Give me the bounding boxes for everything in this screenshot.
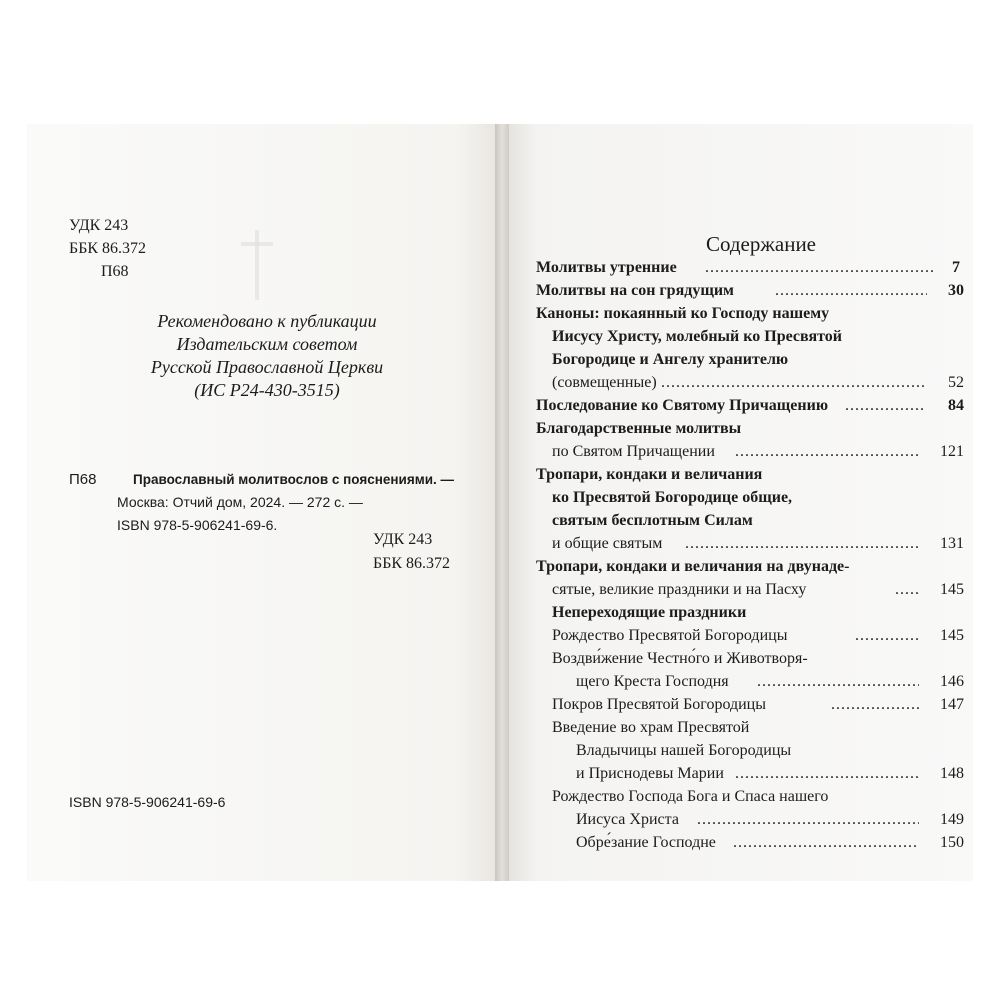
toc-row <box>509 693 973 716</box>
toc-entry-text: Обре́зание Господне <box>576 834 716 851</box>
toc-entry-text: по Святом Причащении <box>552 443 715 460</box>
show-through-cross <box>255 230 259 300</box>
toc-row <box>509 486 973 509</box>
toc-leader-dots <box>895 578 919 601</box>
toc-row <box>509 325 973 348</box>
toc-entry-text: Молитвы на сон грядущим <box>536 282 734 299</box>
toc-leader-dots <box>855 624 919 647</box>
recommendation-line: (ИС Р24-430-3515) <box>194 380 340 400</box>
toc-entry-text: Покров Пресвятой Богородицы <box>552 696 766 713</box>
toc-entry-text: Богородице и Ангелу хранителю <box>552 351 789 368</box>
bibliographic-title: Православный молитвослов с пояснениями. — <box>133 472 455 487</box>
toc-page-number: 121 <box>940 443 964 460</box>
toc-leader-dots <box>775 279 927 302</box>
author-mark-bib: П68 <box>69 471 97 488</box>
toc-row <box>509 440 973 463</box>
toc-row <box>509 578 973 601</box>
toc-row <box>509 463 973 486</box>
right-page <box>509 124 973 881</box>
toc-entry-text: Рождество Господа Бога и Спаса нашего <box>552 788 829 805</box>
toc-page-number: 84 <box>948 397 964 414</box>
open-book <box>27 124 973 881</box>
bbk-code-top: ББК 86.372 <box>69 240 147 257</box>
toc-entry-text: Воздви́жение Честно́го и Животворя- <box>552 650 808 667</box>
toc-entry-text: Рождество Пресвятой Богородицы <box>552 627 788 644</box>
toc-leader-dots <box>735 762 919 785</box>
toc-leader-dots <box>845 394 925 417</box>
book-gutter <box>495 124 509 881</box>
toc-entry-text: Каноны: покаянный ко Господу нашему <box>536 305 830 322</box>
toc-entry-text: Иисуса Христа <box>576 811 679 828</box>
toc-row <box>509 555 973 578</box>
toc-row <box>509 670 973 693</box>
toc-leader-dots <box>733 831 919 854</box>
toc-entry-text: Молитвы утренние <box>536 259 677 276</box>
toc-leader-dots <box>831 693 919 716</box>
toc-row <box>509 509 973 532</box>
toc-row <box>509 785 973 808</box>
toc-page-number: 148 <box>940 765 964 782</box>
toc-page-number: 131 <box>940 535 964 552</box>
toc-leader-dots <box>697 808 919 831</box>
toc-entry-text: ко Пресвятой Богородице общие, <box>552 489 793 506</box>
toc-page-number: 149 <box>940 811 964 828</box>
toc-entry-text: щего Креста Господня <box>576 673 729 690</box>
toc-entry-text: сятые, великие праздники и на Пасху <box>552 581 807 598</box>
toc-entry-text: Введение во храм Пресвятой <box>552 719 750 736</box>
bbk-code-bottom: ББК 86.372 <box>373 555 451 572</box>
toc-entry-text: Иисусу Христу, молебный ко Пресвятой <box>552 328 842 345</box>
toc-entry-text: и Приснодевы Марии <box>576 765 724 782</box>
author-mark-top: П68 <box>101 263 129 280</box>
toc-leader-dots <box>705 256 933 279</box>
toc-row <box>509 831 973 854</box>
toc-entry-text: святым бесплотным Силам <box>552 512 753 529</box>
toc-entry-text: Непереходящие праздники <box>552 604 747 621</box>
recommendation-line: Рекомендовано к публикации <box>157 311 377 331</box>
toc-row <box>509 601 973 624</box>
toc-entry-text: Тропари, кондаки и величания на двунаде- <box>536 558 850 575</box>
toc-row <box>509 808 973 831</box>
isbn-bottom: ISBN 978-5-906241-69-6 <box>69 794 226 810</box>
toc-row <box>509 647 973 670</box>
toc-row <box>509 739 973 762</box>
udk-code-bottom: УДК 243 <box>373 531 433 548</box>
toc-page-number: 147 <box>940 696 964 713</box>
toc-row <box>509 256 973 279</box>
toc-page-number: 150 <box>940 834 964 851</box>
toc-page-number: 7 <box>952 259 960 276</box>
toc-row <box>509 624 973 647</box>
toc-entry-text: Благодарственные молитвы <box>536 420 742 437</box>
udk-code-top: УДК 243 <box>69 217 129 234</box>
toc-entry-text: Тропари, кондаки и величания <box>536 466 763 483</box>
recommendation-line: Издательским советом <box>176 334 358 354</box>
toc-row <box>509 532 973 555</box>
toc-row <box>509 762 973 785</box>
bibliographic-isbn: ISBN 978-5-906241-69-6. <box>117 517 278 533</box>
toc-leader-dots <box>685 532 919 555</box>
toc-page-number: 145 <box>940 581 964 598</box>
toc-page-number: 30 <box>948 282 964 299</box>
toc-page-number: 52 <box>948 374 964 391</box>
bibliographic-imprint: Москва: Отчий дом, 2024. — 272 с. — <box>117 494 363 510</box>
toc-page-number: 145 <box>940 627 964 644</box>
toc-page-number: 146 <box>940 673 964 690</box>
toc-entry-text: и общие святым <box>552 535 663 552</box>
contents-title: Содержание <box>705 232 817 256</box>
toc-row <box>509 279 973 302</box>
toc-row <box>509 716 973 739</box>
toc-row <box>509 417 973 440</box>
toc-row <box>509 302 973 325</box>
toc-row <box>509 371 973 394</box>
recommendation-line: Русской Православной Церкви <box>150 357 384 377</box>
toc-row <box>509 348 973 371</box>
toc-entry-text: Последование ко Святому Причащению <box>536 397 829 414</box>
toc-leader-dots <box>735 440 919 463</box>
left-page <box>27 124 497 881</box>
toc-leader-dots <box>661 371 927 394</box>
show-through-cross-bar <box>241 242 273 246</box>
recommendation-block <box>107 310 427 402</box>
toc-entry-text: (совмещенные) <box>552 374 657 391</box>
toc-entry-text: Владычицы нашей Богородицы <box>576 742 792 759</box>
toc-row <box>509 394 973 417</box>
toc-leader-dots <box>757 670 919 693</box>
